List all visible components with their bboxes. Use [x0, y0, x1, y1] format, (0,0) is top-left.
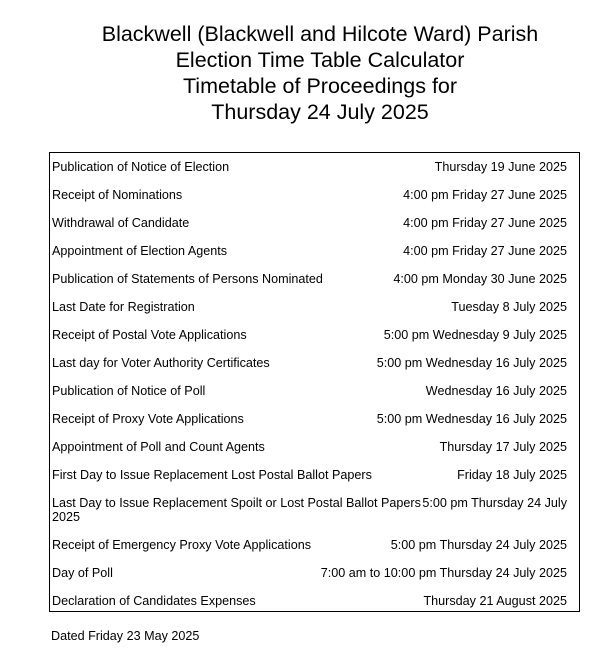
event-label: Declaration of Candidates Expenses — [52, 594, 256, 608]
event-date: 5:00 pm Thursday 24 July 2025 — [390, 538, 567, 552]
event-date: 7:00 am to 10:00 pm Thursday 24 July 2025 — [320, 566, 567, 580]
event-label: Withdrawal of Candidate — [52, 216, 190, 230]
event-label: Last Day to Issue Replacement Spoilt or Lost Postal Ballot Papers — [52, 496, 421, 510]
event-date: Thursday 17 July 2025 — [439, 440, 567, 454]
event-label: Publication of Notice of Election — [52, 160, 230, 174]
event-label: Receipt of Postal Vote Applications — [52, 328, 247, 342]
event-date: 4:00 pm Friday 27 June 2025 — [403, 216, 567, 230]
event-date: 4:00 pm Monday 30 June 2025 — [393, 272, 567, 286]
event-label: Publication of Notice of Poll — [52, 384, 206, 398]
title-line-1: Blackwell (Blackwell and Hilcote Ward) Parish — [101, 22, 539, 46]
event-date: 5:00 pm Thursday 24 July — [422, 496, 567, 510]
event-date: 4:00 pm Friday 27 June 2025 — [403, 188, 567, 202]
timetable-box — [49, 152, 580, 612]
event-date: 5:00 pm Wednesday 16 July 2025 — [376, 412, 567, 426]
title-line-4: Thursday 24 July 2025 — [211, 100, 429, 124]
event-label: Day of Poll — [52, 566, 113, 580]
event-label: Appointment of Election Agents — [52, 244, 228, 258]
event-label: Receipt of Emergency Proxy Vote Applications — [52, 538, 312, 552]
event-date: Thursday 21 August 2025 — [423, 594, 567, 608]
event-label: First Day to Issue Replacement Lost Postal Ballot Papers — [52, 468, 372, 482]
event-date: 5:00 pm Wednesday 16 July 2025 — [376, 356, 567, 370]
title-line-3: Timetable of Proceedings for — [182, 74, 458, 98]
page-title — [20, 21, 602, 125]
event-label: Appointment of Poll and Count Agents — [52, 440, 265, 454]
event-label: Last Date for Registration — [52, 300, 195, 314]
event-label: Last day for Voter Authority Certificates — [52, 356, 270, 370]
event-date: 4:00 pm Friday 27 June 2025 — [403, 244, 567, 258]
event-date: Friday 18 July 2025 — [457, 468, 567, 482]
event-label: Receipt of Proxy Vote Applications — [52, 412, 244, 426]
dated-line: Dated Friday 23 May 2025 — [51, 629, 200, 643]
event-date: Thursday 19 June 2025 — [434, 160, 567, 174]
event-date: 5:00 pm Wednesday 9 July 2025 — [383, 328, 567, 342]
event-date: Wednesday 16 July 2025 — [425, 384, 567, 398]
event-date-continued: 2025 — [52, 510, 81, 524]
title-line-2: Election Time Table Calculator — [175, 48, 465, 72]
event-label: Receipt of Nominations — [52, 188, 183, 202]
event-label: Publication of Statements of Persons Nominated — [52, 272, 323, 286]
event-date: Tuesday 8 July 2025 — [451, 300, 567, 314]
